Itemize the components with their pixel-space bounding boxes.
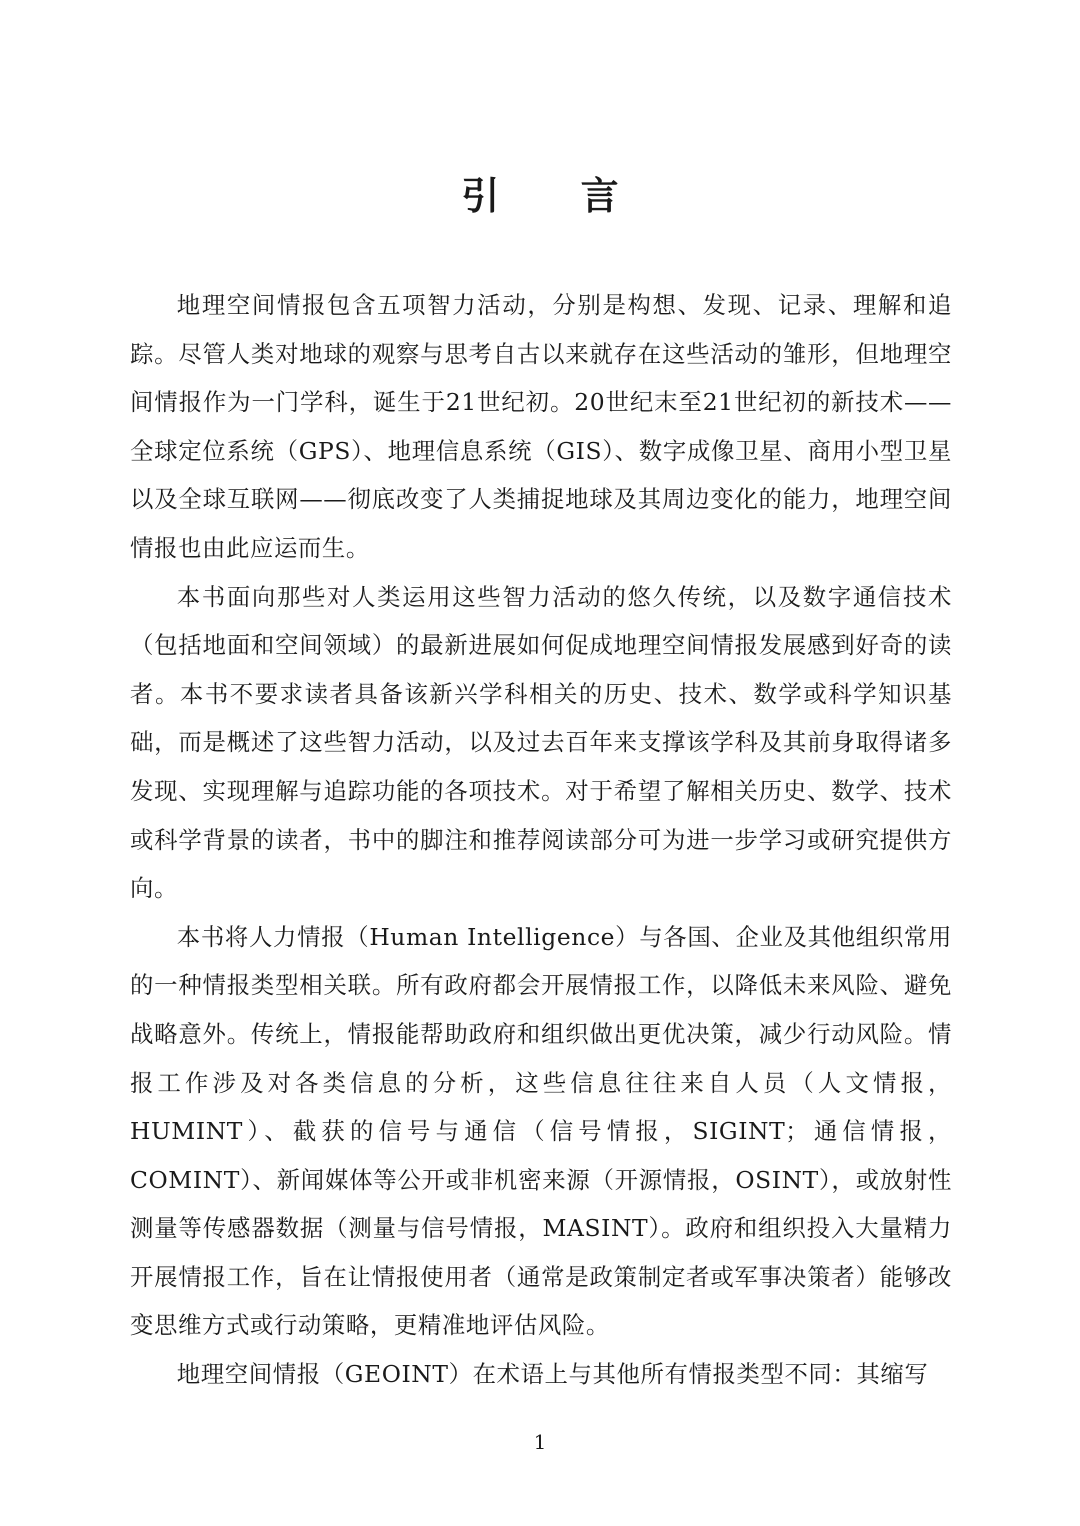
body-text [130,281,952,1399]
paragraph-1: 地理空间情报包含五项智力活动，分别是构想、发现、记录、理解和追踪。尽管人类对地球的观察与思考自古以来就存在这些活动的雏形，但地理空间情报作为一门学科，诞生于21世纪初。20世纪末至21世纪初的新技术——全球定位系统（GPS）、地理信息系统（GIS）、数字成像卫星、商用小型卫星以及全球互联网——彻底改变了人类捕捉地球及其周边变化的能力，地理空间情报也由此应运而生。 [130,291,952,562]
page-number: 1 [533,1430,547,1454]
paragraph-3: 本书将人力情报（Human Intelligence）与各国、企业及其他组织常用的一种情报类型相关联。所有政府都会开展情报工作，以降低未来风险、避免战略意外。传统上，情报能帮助政府和组织做出更优决策，减少行动风险。情报工作涉及对各类信息的分析，这些信息往往来自人员（人文情报，HUMINT）、截获的信号与通信（信号情报，SIGINT；通信情报，COMINT）、新闻媒体等公开或非机密来源（开源情报，OSINT），或放射性测量等传感器数据（测量与信号情报，MASINT）。政府和组织投入大量精力开展情报工作，旨在让情报使用者（通常是政策制定者或军事决策者）能够改变思维方式或行动策略，更精准地评估风险。 [130,922,952,1340]
paragraph-4: 地理空间情报（GEOINT）在术语上与其他所有情报类型不同：其缩写 [176,1360,929,1389]
page-title: 引 言 [461,174,653,218]
paragraph-2: 本书面向那些对人类运用这些智力活动的悠久传统，以及数字通信技术（包括地面和空间领域）的最新进展如何促成地理空间情报发展感到好奇的读者。本书不要求读者具备该新兴学科相关的历史、技术、数学或科学知识基础，而是概述了这些智力活动，以及过去百年来支撑该学科及其前身取得诸多发现、实现理解与追踪功能的各项技术。对于希望了解相关历史、数学、技术或科学背景的读者，书中的脚注和推荐阅读部分可为进一步学习或研究提供方向。 [130,582,952,903]
